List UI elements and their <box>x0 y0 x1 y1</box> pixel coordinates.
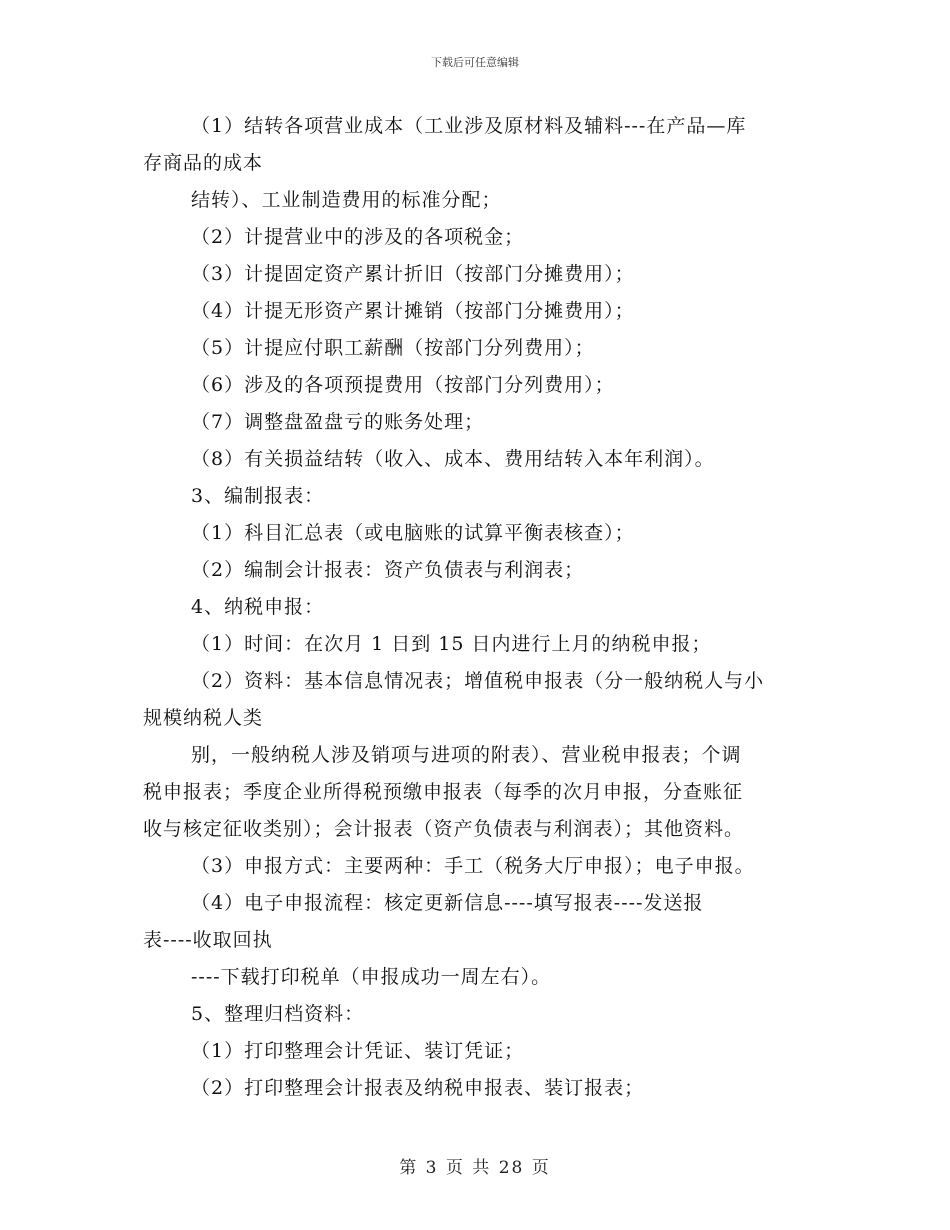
text-line: 别，一般纳税人涉及销项与进项的附表）、营业税申报表；个调 <box>191 744 742 766</box>
text-line: 税申报表；季度企业所得税预缴申报表（每季的次月申报，分查账征 <box>143 781 744 803</box>
text-line: 表----收取回执 <box>143 929 273 951</box>
text-line: （2）打印整理会计报表及纳税申报表、装订报表； <box>191 1077 645 1099</box>
text-line: 规模纳税人类 <box>143 707 264 729</box>
text-line: 存商品的成本 <box>143 152 264 174</box>
text-line: （1）科目汇总表（或电脑账的试算平衡表核查）； <box>191 522 635 544</box>
text-line: （8）有关损益结转（收入、成本、费用结转入本年利润）。 <box>191 448 715 470</box>
text-line: （4）计提无形资产累计摊销（按部门分摊费用）； <box>191 300 635 322</box>
text-line: （4）电子申报流程：核定更新信息----填写报表----发送报 <box>191 892 704 914</box>
text-line: （3）申报方式：主要两种：手工（税务大厅申报）；电子申报。 <box>191 855 755 877</box>
text-line: （1）时间：在次月 1 日到 15 日内进行上月的纳税申报； <box>191 633 712 655</box>
page-header: 下载后可任意编辑 <box>431 56 519 69</box>
text-line: ----下载打印税单（申报成功一周左右）。 <box>191 966 552 988</box>
text-line: 3、编制报表： <box>191 485 325 507</box>
text-line: 收与核定征收类别）；会计报表（资产负债表与利润表）；其他资料。 <box>143 818 745 840</box>
text-line: （1）打印整理会计凭证、装订凭证； <box>191 1040 525 1062</box>
text-line: （5）计提应付职工薪酬（按部门分列费用）； <box>191 337 595 359</box>
page-footer: 第 3 页 共 28 页 <box>399 1158 551 1178</box>
text-line: （1）结转各项营业成本（工业涉及原材料及辅料---在产品—库 <box>191 115 747 137</box>
text-line: （6）涉及的各项预提费用（按部门分列费用）； <box>191 374 615 396</box>
document-body <box>143 108 823 1107</box>
text-line: 5、整理归档资料： <box>191 1003 365 1025</box>
text-line: （2）资料：基本信息情况表；增值税申报表（分一般纳税人与小 <box>191 670 765 692</box>
text-line: （7）调整盘盈盘亏的账务处理； <box>191 411 485 433</box>
text-line: （2）计提营业中的涉及的各项税金； <box>191 226 525 248</box>
text-line: 4、纳税申报： <box>191 596 325 618</box>
text-line: 结转）、工业制造费用的标准分配； <box>191 189 502 211</box>
text-line: （3）计提固定资产累计折旧（按部门分摊费用）； <box>191 263 635 285</box>
text-line: （2）编制会计报表：资产负债表与利润表； <box>191 559 585 581</box>
